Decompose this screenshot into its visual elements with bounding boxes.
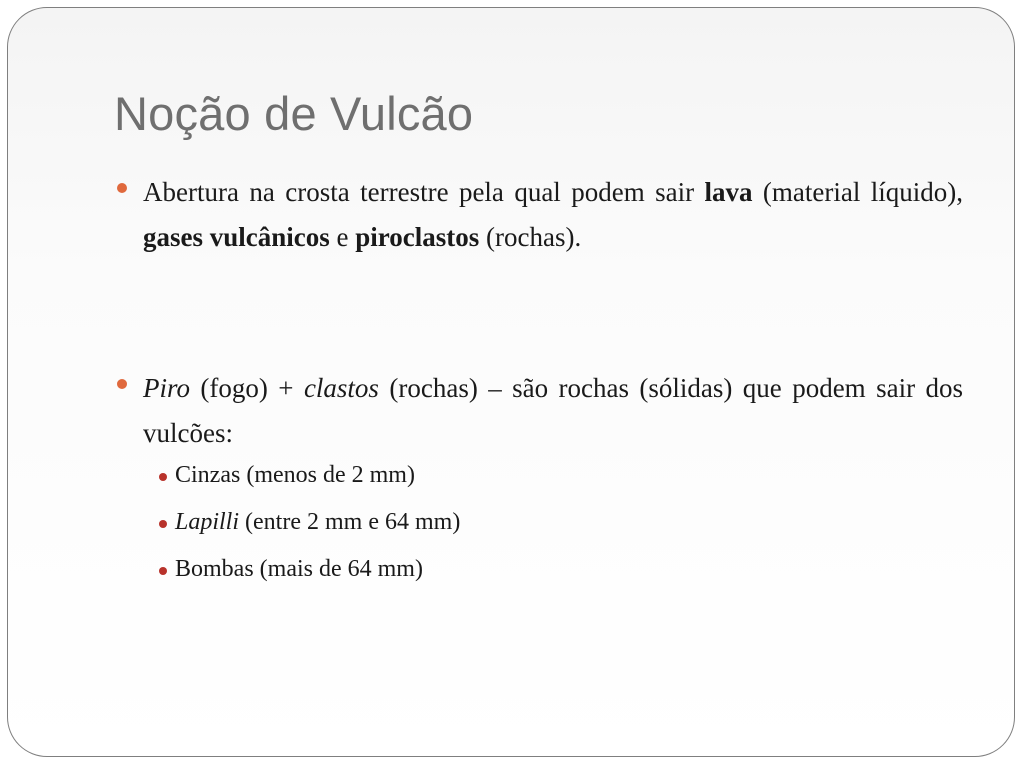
subbullet-bombas: Bombas (mais de 64 mm) bbox=[175, 556, 423, 582]
bullet-definition-text: Abertura na crosta terrestre pela qual podem sair lava (material líquido), gases vulcânicos e piroclastos (rochas). bbox=[143, 177, 964, 252]
subbullet-dot-icon bbox=[159, 567, 167, 575]
term-gases-vulcanicos: gases vulcânicos bbox=[143, 222, 330, 252]
term-piroclastos: piroclastos bbox=[355, 222, 480, 252]
subbullet-dot-icon bbox=[159, 473, 167, 481]
term-clastos: clastos bbox=[303, 373, 379, 403]
term-lapilli: Lapilli bbox=[175, 509, 240, 535]
bullet-definition bbox=[143, 170, 963, 260]
subbullet-dot-icon bbox=[159, 520, 167, 528]
term-lava: lava bbox=[704, 177, 753, 207]
bullet-piroclastos bbox=[143, 366, 963, 456]
bullet-piroclastos-text: Piro (fogo) + clastos (rochas) – são rochas (sólidas) que podem sair dos vulcões: bbox=[143, 373, 963, 448]
subbullet-lapilli: Lapilli (entre 2 mm e 64 mm) bbox=[175, 509, 461, 535]
subbullet-cinzas: Cinzas (menos de 2 mm) bbox=[175, 462, 415, 488]
bullet-dot-icon bbox=[117, 183, 127, 193]
bullet-dot-icon bbox=[117, 379, 127, 389]
slide-title: Noção de Vulcão bbox=[114, 87, 474, 140]
term-piro: Piro bbox=[143, 373, 190, 403]
